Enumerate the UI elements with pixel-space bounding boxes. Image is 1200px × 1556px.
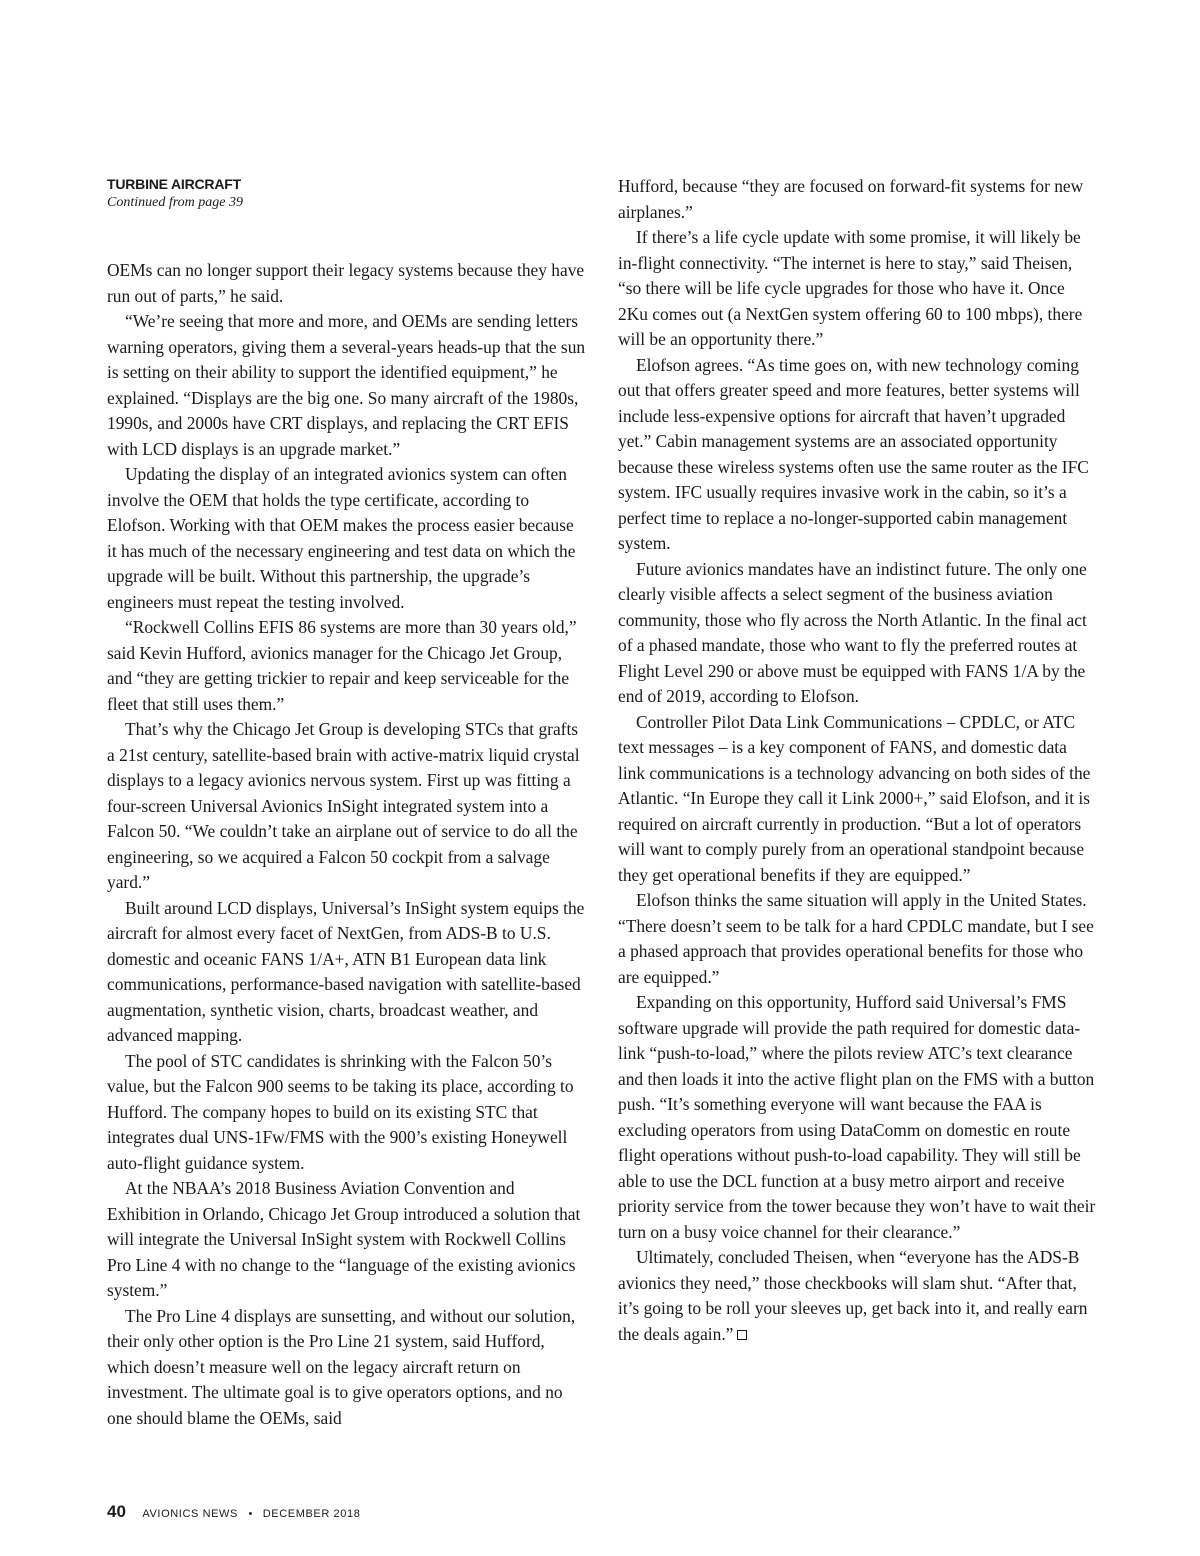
- page-footer: [107, 1502, 360, 1522]
- left-paragraph-1: OEMs can no longer support their legacy systems because they have run out of parts,” he said.: [107, 260, 585, 306]
- right-paragraph-6: Elofson thinks the same situation will apply in the United States. “There doesn’t seem to be talk for a hard CPDLC mandate, but I see a phased approach that provides operational benefits for those who are equipped.”: [618, 890, 1094, 987]
- right-paragraph-3: Elofson agrees. “As time goes on, with new technology coming out that offers greater speed and more features, better systems will include less-expensive options for aircraft that haven’t upgraded yet.” Cabin management systems are an associated opportunity because these wireless systems often use the same router as the IFC system. IFC usually requires invasive work in the cabin, so it’s a perfect time to replace a no-longer-supported cabin management system.: [618, 354, 1089, 553]
- left-paragraph-3: Updating the display of an integrated avionics system can often involve the OEM that holds the type certificate, according to Elofson. Working with that OEM makes the process easier because it has much of the necessary engineering and test data on which the upgrade will be built. Without this partnership, the upgrade’s engineers must repeat the testing involved.: [107, 464, 576, 612]
- left-paragraph-7: The pool of STC candidates is shrinking with the Falcon 50’s value, but the Falcon 900 seems to be taking its place, according to Hufford. The company hopes to build on its existing STC that integrates dual UNS-1Fw/FMS with the 900’s existing Honeywell auto-flight guidance system.: [107, 1050, 574, 1173]
- left-paragraph-5: That’s why the Chicago Jet Group is developing STCs that grafts a 21st century, satellite-based brain with active-matrix liquid crystal displays to a legacy avionics nervous system. First up was fitting a four-screen Universal Avionics InSight integrated system into a Falcon 50. “We couldn’t take an airplane out of service to do all the engineering, so we acquired a Falcon 50 cockpit from a salvage yard.”: [107, 719, 580, 892]
- right-paragraph-8: [618, 1245, 1098, 1347]
- left-paragraph-4: “Rockwell Collins EFIS 86 systems are more than 30 years old,” said Kevin Hufford, avionics manager for the Chicago Jet Group, and “they are getting trickier to repair and keep serviceable for the fleet that still uses them.”: [107, 617, 577, 714]
- page-number: 40: [107, 1502, 126, 1521]
- right-paragraph-5: Controller Pilot Data Link Communications – CPDLC, or ATC text messages – is a key component of FANS, and domestic data link communications is a technology advancing on both sides of the Atlantic. “In Europe they call it Link 2000+,” said Elofson, and it is required on aircraft currently in production. “But a lot of operators will want to comply purely from an operational standpoint because they get operational benefits if they are equipped.”: [618, 711, 1091, 885]
- right-paragraph-7: Expanding on this opportunity, Hufford said Universal’s FMS software upgrade will provide the path required for domestic data-link “push-to-load,” where the pilots review ATC’s text clearance and then loads it into the active flight plan on the FMS with a button push. “It’s something everyone will want because the FAA is excluding operators from using DataComm on domestic en route flight operations without push-to-load capability. They will still be able to use the DCL function at a busy metro airport and receive priority service from the tower because they won’t have to wait their turn on a busy voice channel for their clearance.”: [618, 992, 1096, 1242]
- right-column: [618, 174, 1098, 1347]
- left-paragraph-6: Built around LCD displays, Universal’s InSight system equips the aircraft for almost every facet of NextGen, from ADS-B to U.S. domestic and oceanic FANS 1/A+, ATN B1 European data link communications, performance-based navigation with satellite-based augmentation, synthetic vision, charts, broadcast weather, and advanced mapping.: [107, 897, 585, 1045]
- continued-from-note: Continued from page 39: [107, 195, 243, 210]
- right-paragraph-2: If there’s a life cycle update with some promise, it will likely be in-flight connectivity. “The internet is here to stay,” said Theisen, “so there will be life cycle upgrades for those who have it. Once 2Ku comes out (a NextGen system offering 60 to 100 mbps), there will be an opportunity there.”: [618, 227, 1083, 349]
- publication-name: AVIONICS NEWS: [142, 1508, 238, 1520]
- end-of-article-icon: [737, 1330, 747, 1340]
- left-column: [107, 174, 587, 1431]
- footer-separator: •: [248, 1508, 253, 1520]
- right-paragraph-1: Hufford, because “they are focused on forward-fit systems for new airplanes.”: [618, 176, 1084, 222]
- right-paragraph-4: Future avionics mandates have an indistinct future. The only one clearly visible affects a select segment of the business aviation community, those who fly across the North Atlantic. In the final act of a phased mandate, those who want to fly the preferred routes at Flight Level 290 or above must be equipped with FANS 1/A by the end of 2019, according to Elofson.: [618, 558, 1087, 706]
- issue-date: DECEMBER 2018: [262, 1508, 361, 1520]
- left-paragraph-9: The Pro Line 4 displays are sunsetting, and without our solution, their only other option is the Pro Line 21 system, said Hufford, which doesn’t measure well on the legacy aircraft return on investment. The ultimate goal is to give operators options, and no one should blame the OEMs, said: [107, 1305, 576, 1428]
- left-paragraph-2: “We’re seeing that more and more, and OEMs are sending letters warning operators, giving them a several-years heads-up that the sun is setting on their ability to support the identified equipment,” he explained. “Displays are the big one. So many aircraft of the 1980s, 1990s, and 2000s have CRT displays, and replacing the CRT EFIS with LCD displays is an upgrade market.”: [107, 311, 586, 459]
- closing-paragraph-text: Ultimately, concluded Theisen, when “everyone has the ADS-B avionics they need,” those checkbooks will slam shut. “After that, it’s going to be roll your sleeves up, get back into it, and really earn the deals again.”: [618, 1247, 1088, 1344]
- section-heading: TURBINE AIRCRAFT: [107, 176, 241, 192]
- left-paragraph-8: At the NBAA’s 2018 Business Aviation Convention and Exhibition in Orlando, Chicago Jet Group introduced a solution that will integrate the Universal InSight system with Rockwell Collins Pro Line 4 with no change to the “language of the existing avionics system.”: [107, 1178, 581, 1300]
